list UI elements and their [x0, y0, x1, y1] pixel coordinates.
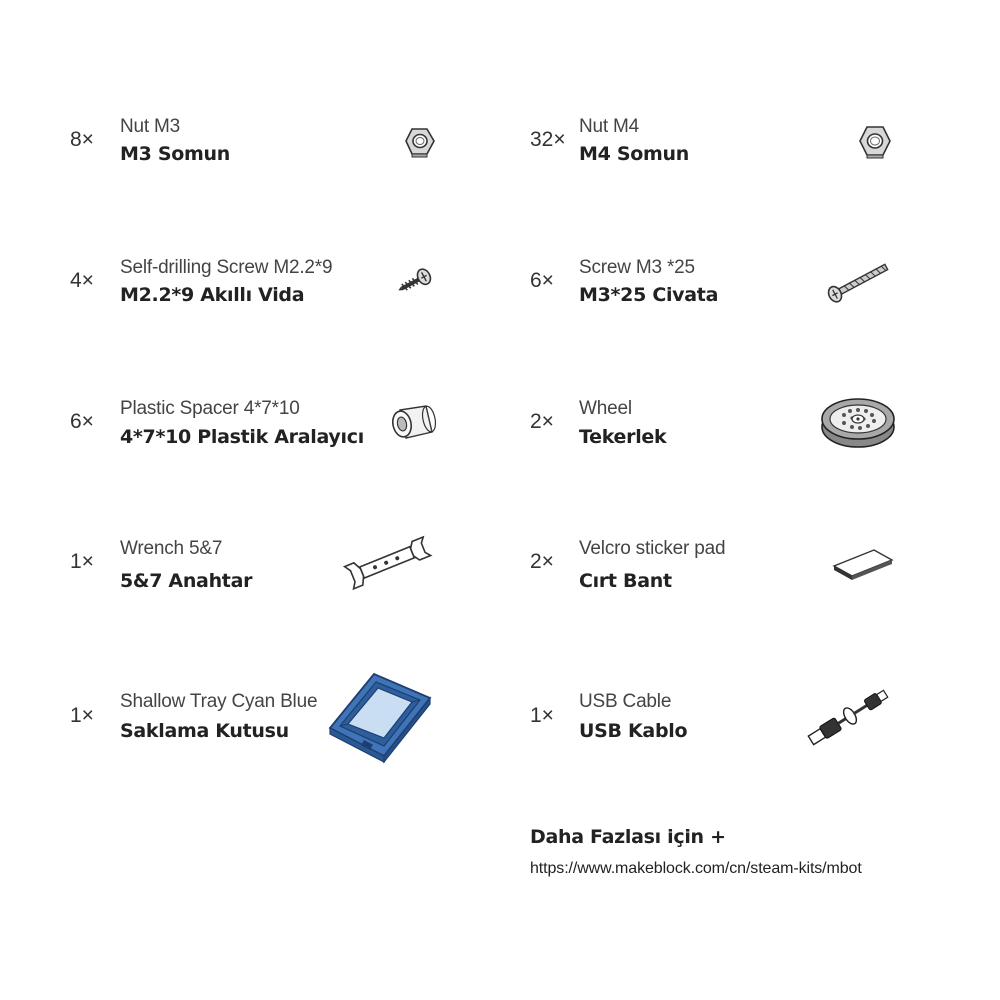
nut-icon	[403, 126, 437, 158]
spacer-icon	[388, 402, 440, 444]
wrench-icon	[342, 530, 434, 594]
tray-icon	[326, 668, 434, 764]
part-quantity: 6×	[70, 410, 94, 433]
nut-icon	[857, 124, 893, 160]
part-name-english: Plastic Spacer 4*7*10	[120, 398, 300, 419]
screw-icon	[822, 258, 894, 306]
part-name-english: Wrench 5&7	[120, 538, 223, 559]
part-name-turkish: M3 Somun	[120, 143, 230, 165]
part-name-turkish: 4*7*10 Plastik Aralayıcı	[120, 426, 364, 448]
part-name-english: USB Cable	[579, 691, 672, 712]
velcro-pad-icon	[830, 540, 896, 584]
part-name-english: Nut M4	[579, 116, 640, 137]
part-name-english: Screw M3 *25	[579, 257, 695, 278]
part-name-english: Self-drilling Screw M2.2*9	[120, 257, 333, 278]
part-quantity: 1×	[70, 550, 94, 573]
part-name-turkish: USB Kablo	[579, 720, 688, 742]
part-name-turkish: M2.2*9 Akıllı Vida	[120, 284, 305, 306]
part-name-turkish: Saklama Kutusu	[120, 720, 289, 742]
part-name-turkish: 5&7 Anahtar	[120, 570, 253, 592]
part-name-english: Wheel	[579, 398, 632, 419]
part-name-turkish: Tekerlek	[579, 426, 667, 448]
part-quantity: 1×	[530, 704, 554, 727]
part-quantity: 2×	[530, 550, 554, 573]
part-quantity: 1×	[70, 704, 94, 727]
part-quantity: 8×	[70, 128, 94, 151]
part-name-turkish: M4 Somun	[579, 143, 689, 165]
usb-cable-icon	[802, 684, 898, 748]
self-drilling-screw-icon	[396, 265, 436, 297]
part-quantity: 32×	[530, 128, 566, 151]
more-info-title: Daha Fazlası için +	[530, 826, 726, 848]
part-name-turkish: Cırt Bant	[579, 570, 672, 592]
more-info-url[interactable]: https://www.makeblock.com/cn/steam-kits/mbot	[530, 860, 862, 877]
part-name-english: Shallow Tray Cyan Blue	[120, 691, 318, 712]
part-quantity: 2×	[530, 410, 554, 433]
part-name-turkish: M3*25 Civata	[579, 284, 719, 306]
part-quantity: 6×	[530, 269, 554, 292]
part-quantity: 4×	[70, 269, 94, 292]
part-name-english: Nut M3	[120, 116, 181, 137]
wheel-icon	[818, 393, 898, 451]
part-name-english: Velcro sticker pad	[579, 538, 726, 559]
